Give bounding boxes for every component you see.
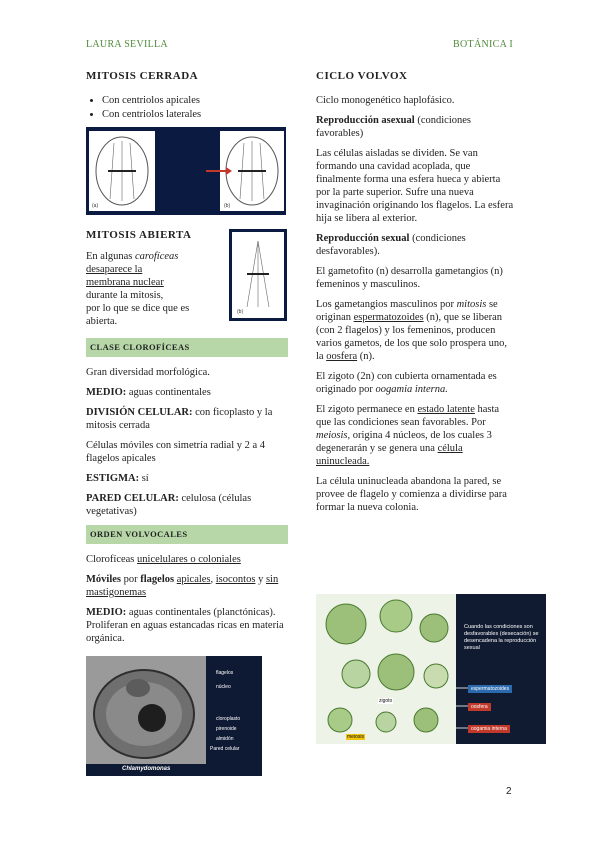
text: Gran diversidad morfológica. (86, 367, 210, 378)
caption-chlamydomonas: Chlamydomonas (122, 766, 171, 772)
mitosis-abierta-block (86, 229, 226, 328)
zigoto-text: El zigoto (2n) con cubierta ornamentada es originado por oogamia interna. (316, 371, 497, 395)
header-subject: BOTÁNICA I (453, 39, 513, 50)
label-pirenoide: pirenoide (216, 726, 237, 732)
section-title-mitosis-cerrada: MITOSIS CERRADA (86, 70, 199, 82)
medio-text: MEDIO: aguas continentales (86, 387, 211, 398)
label-cloroplasto: cloroplasto (216, 716, 241, 722)
label-oogamia-interna: oogamia interna (468, 725, 510, 733)
cloroficeas-text: Clorofíceas unicelulares o coloniales (86, 554, 241, 565)
section-title-mitosis-abierta: MITOSIS ABIERTA (86, 229, 192, 241)
list-item: • Con centriolos apicales (102, 94, 286, 107)
label-flagelos: flagelos (216, 670, 234, 676)
text: El gametofito (n) desarrolla gametangios (n) femeninos y masculinos. (316, 266, 503, 290)
band-orden-volvocales: ORDEN VOLVOCALES (86, 525, 288, 544)
moviles-text: Células móviles con simetría radial y 2 a 4 flagelos apicales (86, 440, 266, 464)
left-column (86, 70, 286, 122)
latente-text: El zigoto permanece en estado latente hasta que las condiciones sean favorables. Por meiosis, origina 4 núcleos, de los cuales 3 degenerarán y se genera una célula uninucleada. (316, 404, 500, 467)
label-pared-celular: Pared celular (210, 746, 240, 752)
reproduccion-asexual-text: Reproducción asexual (condiciones favorables) (316, 115, 471, 139)
text: Las células aisladas se dividen. Se van formando una cavidad acoplada, que finalmente forma una esfera hueca y abierta por la parte superior. Sufre una nueva invaginación originando los flagelos. La esfera hija se libera al exterior. (316, 148, 514, 224)
chlamydomonas-figure (86, 656, 262, 776)
section-title-ciclo-volvox: CICLO VOLVOX (316, 70, 408, 82)
diagram-note: Cuando las condiciones son desfavorables (desecación) se desencadena la reproducción sexual (464, 624, 539, 651)
clase-cloroficeas-block (86, 338, 288, 652)
label-meiosis: meiosis (347, 734, 364, 740)
list-item: • Con centriolos laterales (102, 108, 286, 121)
text: La célula uninucleada abandona la pared, se provee de flagelo y comienza a dividirse para formar la nueva colonia. (316, 476, 507, 513)
label-espermatozoides: espermatozoides (468, 685, 512, 693)
estigma-text: ESTIGMA: sí (86, 473, 149, 484)
page-number: 2 (506, 786, 512, 797)
band-clase-cloroficeas: CLASE CLOROFÍCEAS (86, 338, 288, 357)
mitosis-abierta-figure (229, 229, 287, 321)
mitosis-cerrada-figure (86, 127, 286, 215)
gametangios-text: Los gametangios masculinos por mitosis se originan espermatozoides (n), que se liberan (con 2 flagelos) y los femeninos, producen varios gametos, de los que solo prospera uno, la oosfera (n). (316, 299, 508, 362)
figure-label: (b) (237, 309, 244, 315)
figure-label: (a) (92, 203, 99, 209)
centriolos-list (86, 94, 286, 121)
label-nucleo: núcleo (216, 684, 231, 690)
label-almidon: almidón (216, 736, 234, 742)
label-zigoto: zigoto (379, 698, 393, 704)
pared-text: PARED CELULAR: celulosa (células vegetativas) (86, 493, 252, 517)
medio-volvocales-text: MEDIO: aguas continentales (planctónicas). Proliferan en aguas estancadas ricas en materia orgánica. (86, 607, 284, 644)
right-column (316, 70, 516, 521)
division-text: DIVISIÓN CELULAR: con ficoplasto y la mitosis cerrada (86, 407, 273, 431)
reproduccion-sexual-text: Reproducción sexual (condiciones desfavorables). (316, 233, 466, 257)
label-oosfera: oosfera (468, 703, 491, 711)
text: Ciclo monogenético haplofásico. (316, 95, 455, 106)
header-author: LAURA SEVILLA (86, 39, 168, 50)
volvox-cycle-diagram (316, 594, 546, 744)
figure-label: (b) (224, 203, 231, 209)
mitosis-abierta-text: En algunas carofíceas desaparece la membrana nuclear durante la mitosis, por lo que se dice que es abierta. (86, 251, 190, 327)
moviles-flagelos-text: Móviles por flagelos apicales, isocontos y sin mastigonemas (86, 574, 279, 598)
